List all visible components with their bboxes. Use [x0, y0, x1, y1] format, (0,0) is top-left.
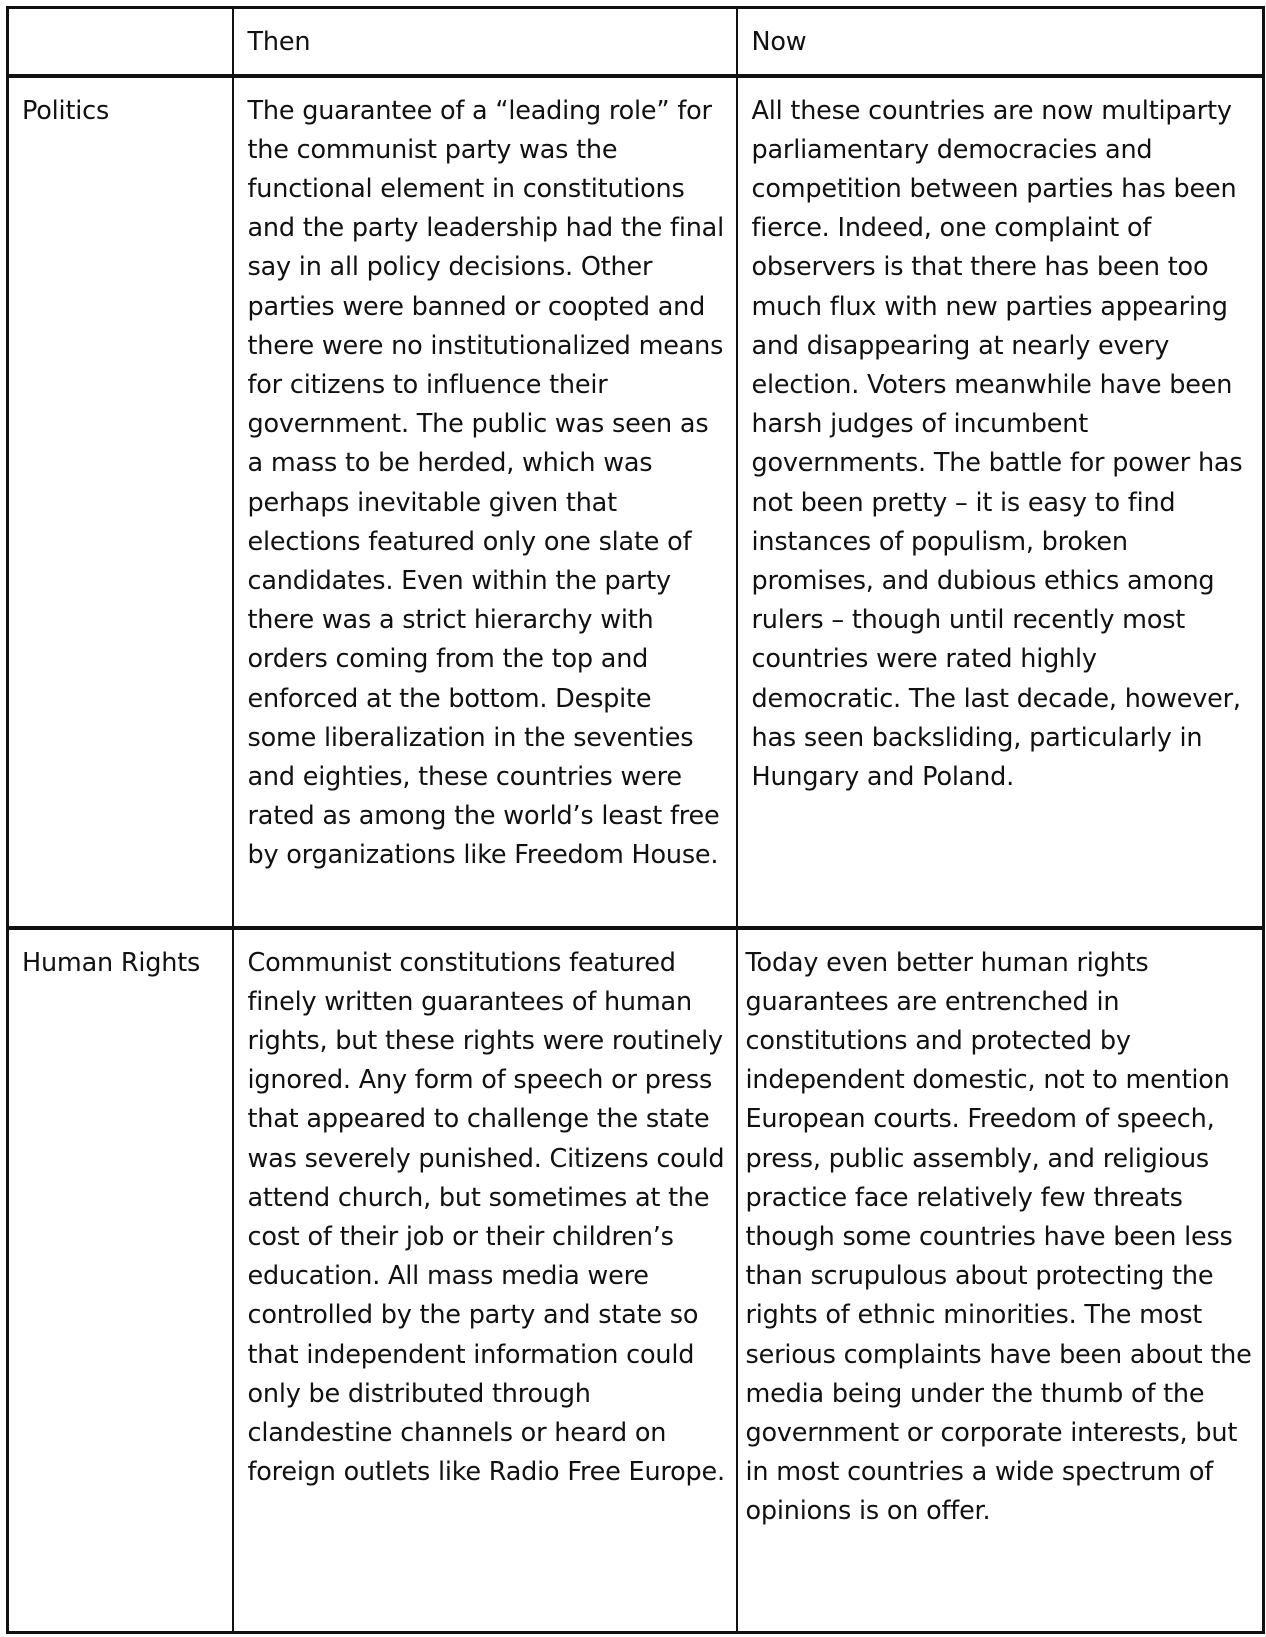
- table-body: [8, 76, 1264, 1633]
- table-header: [8, 8, 1264, 76]
- human-rights-now-cell: Today even better human rights guarantees are entrenched in constitutions and protected by independent domestic, not to mention European courts. Freedom of speech, press, public assembly, and religious practice face relatively few threats though some countries have been less than scrupulous about protecting the rights of ethnic minorities. The most serious complaints have been about the media being under the thumb of the government or corporate interests, but in most countries a wide spectrum of opinions is on offer.: [737, 928, 1264, 1633]
- table-row-human-rights: [8, 928, 1264, 1633]
- table-row-politics: [8, 76, 1264, 928]
- header-corner-cell: [8, 8, 233, 76]
- header-row: [8, 8, 1264, 76]
- row-label-human-rights: Human Rights: [8, 928, 233, 1633]
- human-rights-then-cell: Communist constitutions featured finely written guarantees of human rights, but these rights were routinely ignored. Any form of speech or press that appeared to challenge the state was severely punished. Citizens could attend church, but sometimes at the cost of their job or their children’s education. All mass media were controlled by the party and state so that independent information could only be distributed through clandestine channels or heard on foreign outlets like Radio Free Europe.: [233, 928, 737, 1633]
- header-then: Then: [233, 8, 737, 76]
- header-now: Now: [737, 8, 1264, 76]
- row-label-politics: Politics: [8, 76, 233, 928]
- politics-now-cell: All these countries are now multiparty parliamentary democracies and competition between parties has been fierce. Indeed, one complaint of observers is that there has been too much flux with new parties appearing and disappearing at nearly every election. Voters meanwhile have been harsh judges of incumbent governments. The battle for power has not been pretty – it is easy to find instances of populism, broken promises, and dubious ethics among rulers – though until recently most countries were rated highly democratic. The last decade, however, has seen backsliding, particularly in Hungary and Poland.: [737, 76, 1264, 928]
- comparison-table: [6, 6, 1265, 1634]
- politics-then-cell: The guarantee of a “leading role” for the communist party was the functional element in constitutions and the party leadership had the final say in all policy decisions. Other parties were banned or coopted and there were no institutionalized means for citizens to influence their government. The public was seen as a mass to be herded, which was perhaps inevitable given that elections featured only one slate of candidates. Even within the party there was a strict hierarchy with orders coming from the top and enforced at the bottom. Despite some liberalization in the seventies and eighties, these countries were rated as among the world’s least free by organizations like Freedom House.: [233, 76, 737, 928]
